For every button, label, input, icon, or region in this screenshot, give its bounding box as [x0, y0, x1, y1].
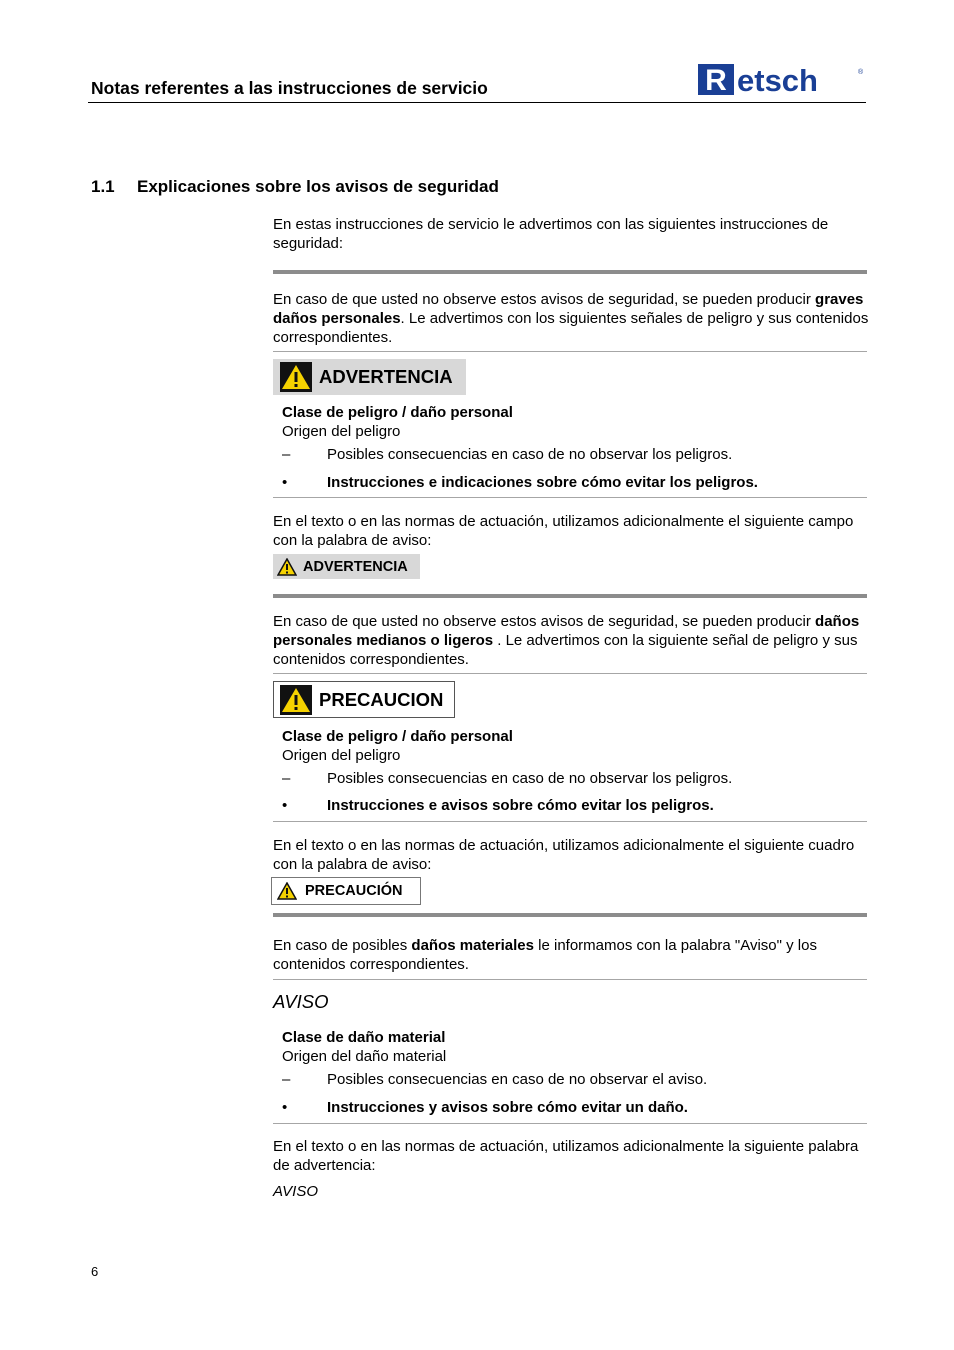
rule: [273, 351, 867, 352]
precaucion-small-signal: [271, 877, 421, 905]
advertencia-signal-box: [273, 359, 466, 395]
page-header-title: Notas referentes a las instrucciones de servicio: [91, 78, 488, 98]
rule: [273, 979, 867, 980]
consequence-text: Posibles consecuencias en caso de no observar el aviso.: [327, 1071, 708, 1088]
warning-triangle-icon: [277, 882, 297, 900]
warning-triangle-icon: [280, 685, 312, 715]
warning-triangle-icon: [280, 362, 312, 392]
bullet-marker: •: [282, 1099, 288, 1116]
section-divider: [273, 913, 867, 917]
dash-marker: –: [282, 446, 291, 463]
aviso-paragraph: En caso de posibles daños materiales le informamos con la palabra "Aviso" y los contenidos correspondientes.: [273, 937, 817, 973]
warning-triangle-icon: [277, 558, 297, 576]
hazard-class: Clase de peligro / daño personal: [282, 728, 513, 745]
rule: [273, 497, 867, 498]
precaucion-paragraph: En caso de que usted no observe estos avisos de seguridad, se pueden producir daños personales medianos o ligeros . Le advertimos con la siguiente señal de peligro y sus contenidos correspondientes.: [273, 613, 860, 668]
logo-initial: R: [705, 64, 727, 97]
consequence-text: Posibles consecuencias en caso de no observar los peligros.: [327, 770, 733, 787]
consequence-text: Posibles consecuencias en caso de no observar los peligros.: [327, 446, 733, 463]
advertencia-small-signal: [273, 554, 420, 579]
hazard-class: Clase de peligro / daño personal: [282, 404, 513, 421]
precaucion-note: En el texto o en las normas de actuación, utilizamos adicionalmente el siguiente cuadro con la palabra de aviso:: [273, 837, 855, 873]
dash-marker: –: [282, 770, 291, 787]
header-rule: [88, 102, 866, 103]
instruction-text: Instrucciones e indicaciones sobre cómo evitar los peligros.: [327, 474, 758, 491]
instruction-text: Instrucciones e avisos sobre cómo evitar los peligros.: [327, 797, 714, 814]
intro-paragraph: En estas instrucciones de servicio le advertimos con las siguientes instrucciones de seguridad:: [273, 216, 829, 252]
aviso-small-label: AVISO: [273, 1183, 319, 1200]
damage-class: Clase de daño material: [282, 1029, 446, 1046]
section-number: 1.1: [91, 177, 115, 196]
advertencia-signal-label: ADVERTENCIA: [319, 366, 453, 387]
aviso-note: En el texto o en las normas de actuación, utilizamos adicionalmente la siguiente palabra de advertencia:: [273, 1138, 859, 1174]
damage-origin: Origen del daño material: [282, 1048, 447, 1065]
advertencia-note: En el texto o en las normas de actuación, utilizamos adicionalmente el siguiente campo con la palabra de aviso:: [273, 513, 854, 549]
advertencia-small-label: ADVERTENCIA: [303, 558, 408, 575]
precaucion-signal-box: [273, 681, 455, 718]
bullet-marker: •: [282, 797, 288, 814]
precaucion-signal-label: PRECAUCION: [319, 688, 444, 710]
logo-rest: etsch: [737, 63, 818, 98]
section-divider: [273, 270, 867, 274]
page-number: 6: [91, 1264, 99, 1279]
section-title: Explicaciones sobre los avisos de seguridad: [137, 177, 499, 196]
bullet-marker: •: [282, 474, 288, 491]
svg-text:®: ®: [858, 69, 864, 76]
aviso-signal-label: AVISO: [273, 991, 329, 1012]
precaucion-small-label: PRECAUCIÓN: [305, 883, 403, 899]
section-divider: [273, 594, 867, 598]
rule: [273, 821, 867, 822]
retsch-logo: [697, 62, 865, 98]
rule: [273, 1123, 867, 1124]
advertencia-paragraph: En caso de que usted no observe estos avisos de seguridad, se pueden producir graves daños personales. Le advertimos con los siguientes señales de peligro y sus contenidos correspondientes.: [273, 291, 869, 346]
instruction-text: Instrucciones y avisos sobre cómo evitar un daño.: [327, 1099, 688, 1116]
hazard-origin: Origen del peligro: [282, 423, 401, 440]
rule: [273, 673, 867, 674]
hazard-origin: Origen del peligro: [282, 747, 401, 764]
dash-marker: –: [282, 1071, 291, 1088]
